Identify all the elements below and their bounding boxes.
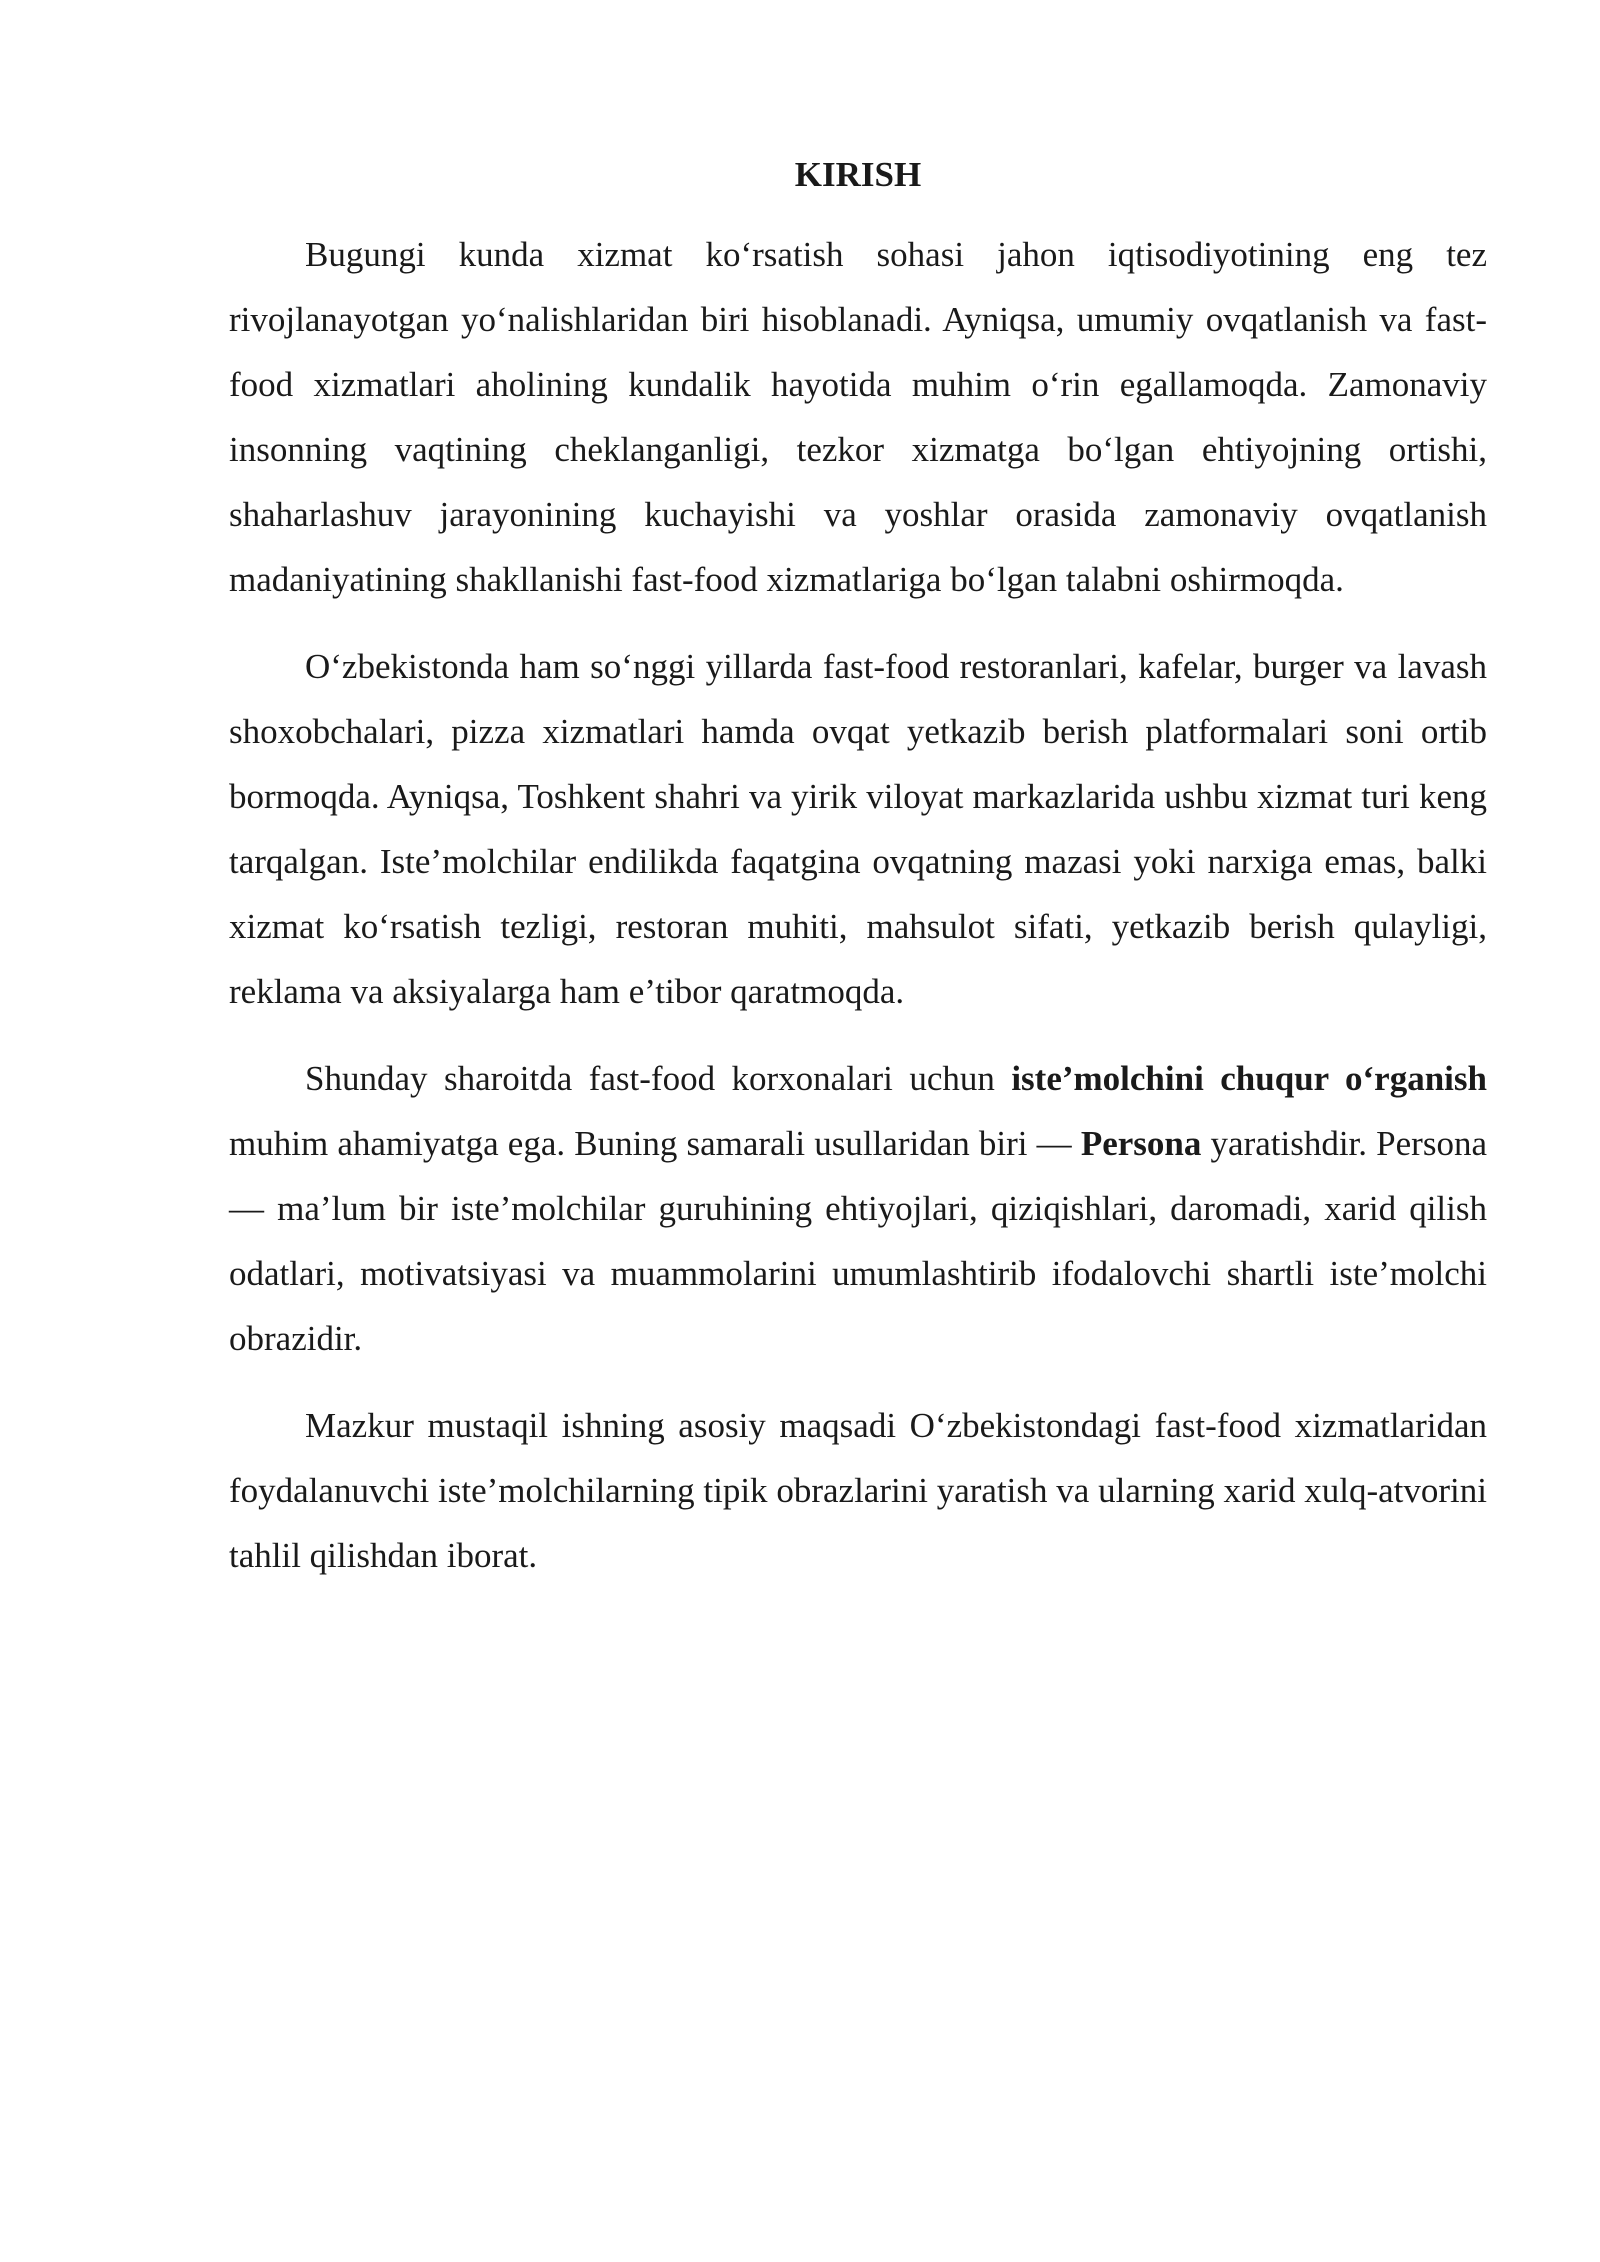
paragraph-3 bbox=[229, 1046, 1487, 1371]
section-title: KIRISH bbox=[794, 155, 922, 194]
paragraph-1: Bugungi kunda xizmat ko‘rsatish sohasi jahon iqtisodiyotining eng tez rivojlanayotgan yo‘nalishlaridan biri hisoblanadi. Ayniqsa, umumiy ovqatlanish va fast-food xizmatlari aholining kundalik hayotida muhim o‘rin egallamoqda. Zamonaviy insonning vaqtining cheklanganligi, tezkor xizmatga bo‘lgan ehtiyojning ortishi, shaharlashuv jarayonining kuchayishi va yoshlar orasida zamonaviy ovqatlanish madaniyatining shakllanishi fast-food xizmatlariga bo‘lgan talabni oshirmoqda. bbox=[229, 235, 1487, 599]
paragraph-4: Mazkur mustaqil ishning asosiy maqsadi O‘zbekistondagi fast-food xizmatlaridan foydalanuvchi iste’molchilarning tipik obrazlarini yaratish va ularning xarid xulq-atvorini tahlil qilishdan iborat. bbox=[229, 1406, 1487, 1575]
paragraph-3-text-1: Shunday sharoitda fast-food korxonalari uchun bbox=[305, 1059, 1012, 1098]
paragraph-3-text-2: muhim ahamiyatga ega. Buning samarali usullaridan biri — bbox=[229, 1124, 1081, 1163]
document-body bbox=[229, 150, 1487, 1610]
bold-phrase-consumer-study: iste’molchini chuqur o‘rganish bbox=[1011, 1059, 1487, 1098]
bold-term-persona: Persona bbox=[1080, 1124, 1202, 1163]
paragraph-2: O‘zbekistonda ham so‘nggi yillarda fast-food restoranlari, kafelar, burger va lavash shoxobchalari, pizza xizmatlari hamda ovqat yetkazib berish platformalari soni ortib bormoqda. Ayniqsa, Toshkent shahri va yirik viloyat markazlarida ushbu xizmat turi keng tarqalgan. Iste’molchilar endilikda faqatgina ovqatning mazasi yoki narxiga emas, balki xizmat ko‘rsatish tezligi, restoran muhiti, mahsulot sifati, yetkazib berish qulayligi, reklama va aksiyalarga ham e’tibor qaratmoqda. bbox=[229, 647, 1487, 1011]
paragraph-3-text-3: yaratishdir. Persona — ma’lum bir iste’molchilar guruhining ehtiyojlari, qiziqishlari, daromadi, xarid qilish odatlari, motivatsiyasi va muammolarini umumlashtirib ifodalovchi shartli iste’molchi obrazidir. bbox=[229, 1124, 1487, 1358]
